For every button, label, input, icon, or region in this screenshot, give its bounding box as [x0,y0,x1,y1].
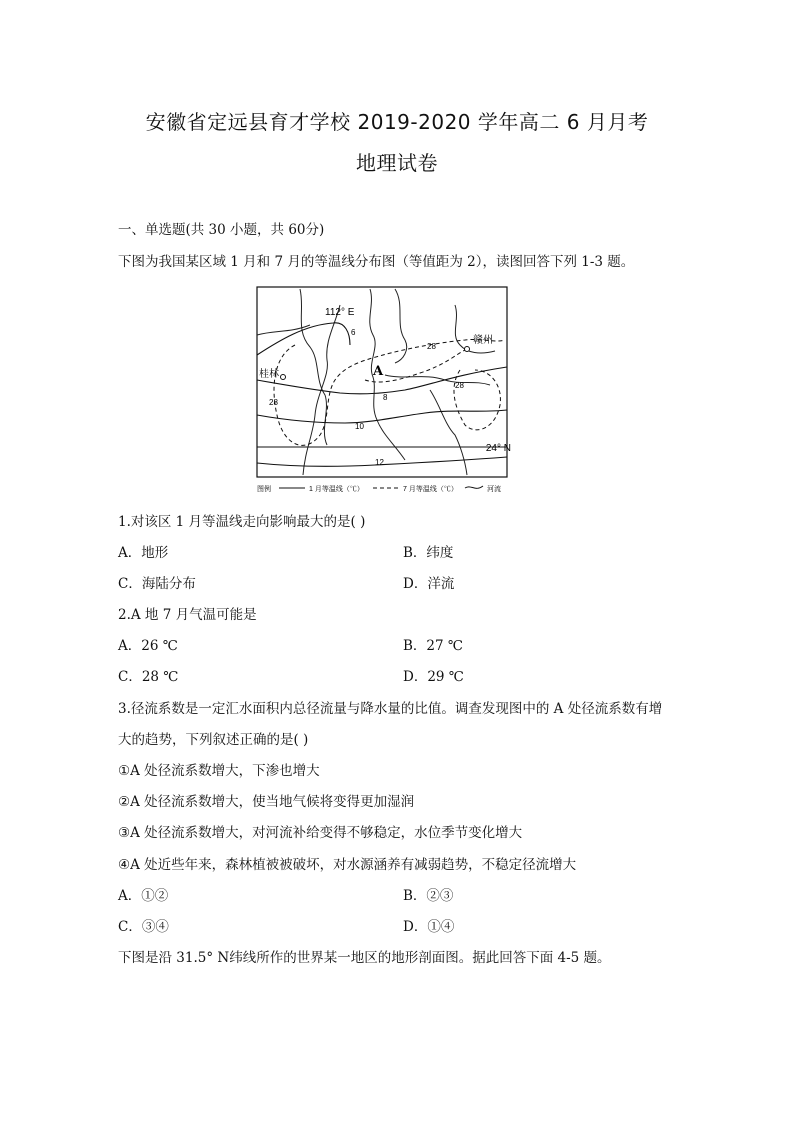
q3-option-c: C．③④ [118,919,169,935]
city-label-guilin: 桂林 [259,369,279,380]
legend-jul: 7 月等温线（℃） [403,486,458,493]
q2-option-a: A．26 ℃ [118,638,178,654]
city-marker-guilin [281,375,286,380]
jul-value: 28 [455,381,464,390]
q1-option-b: B．纬度 [403,545,454,561]
q3-statement-2: ②A 处径流系数增大，使当地气候将变得更加湿润 [118,794,415,810]
city-marker-ganzhou [465,347,470,352]
question-3-stem-line-1: 3.径流系数是一定汇水面积内总径流量与降水量的比值。调查发现图中的 A 处径流系数有增 [118,701,663,717]
q1-option-a: A．地形 [118,545,169,561]
q3-option-b: B．②③ [403,888,454,904]
jan-value: 10 [355,422,364,431]
q3-statement-3: ③A 处径流系数增大，对河流补给变得不够稳定，水位季节变化增大 [118,825,523,841]
map-legend [257,484,501,493]
city-label-ganzhou: 赣州 [473,335,493,346]
q2-option-b: B．27 ℃ [403,638,463,654]
lat-label: 24° N [485,443,511,454]
q3-option-d: D．①④ [403,919,455,935]
lon-label: 112° E [325,307,355,318]
jul-value: 28 [427,342,436,351]
question-3-stem-line-2: 大的趋势，下列叙述正确的是( ) [118,732,309,748]
question-2-stem: 2.A 地 7 月气温可能是 [118,607,257,623]
jul-value: 28 [269,398,278,407]
q1-option-c: C．海陆分布 [118,576,196,592]
jan-value: 12 [375,458,384,467]
section-heading: 一、单选题(共 30 小题，共 60分) [118,222,325,238]
isotherm-map [255,285,513,497]
q3-statement-4: ④A 处近些年来，森林植被被破坏，对水源涵养有减弱趋势，不稳定径流增大 [118,857,577,873]
legend-jan: 1 月等温线（℃） [309,486,364,493]
q3-option-a: A．①② [118,888,169,904]
legend-river-line [465,486,483,488]
legend-prefix: 图例 [257,486,271,493]
page-title: 安徽省定远县育才学校 2019-2020 学年高二 6 月月考 [145,110,649,134]
q2-option-d: D．29 ℃ [403,669,464,685]
page-subtitle: 地理试卷 [356,151,438,175]
jan-isotherms [257,323,507,467]
q1-option-d: D．洋流 [403,576,455,592]
jan-value: 8 [383,393,388,402]
jan-value: 6 [351,328,356,337]
q3-statement-1: ①A 处径流系数增大，下渗也增大 [118,763,320,779]
river-7 [385,375,490,385]
q2-option-c: C．28 ℃ [118,669,179,685]
question-1-stem: 1.对该区 1 月等温线走向影响最大的是( ) [118,514,366,530]
intro-text: 下图为我国某区域 1 月和 7 月的等温线分布图（等值距为 2），读图回答下列 1-3 题。 [118,254,635,270]
point-a-label: A [373,364,384,379]
intro-text-2: 下图是沿 31.5° N纬线所作的世界某一地区的地形剖面图。据此回答下面 4-5 题。 [118,950,611,966]
jan-isotherm-10 [257,410,507,423]
jul-isotherm-28-c [454,370,500,430]
legend-river: 河流 [487,486,501,493]
